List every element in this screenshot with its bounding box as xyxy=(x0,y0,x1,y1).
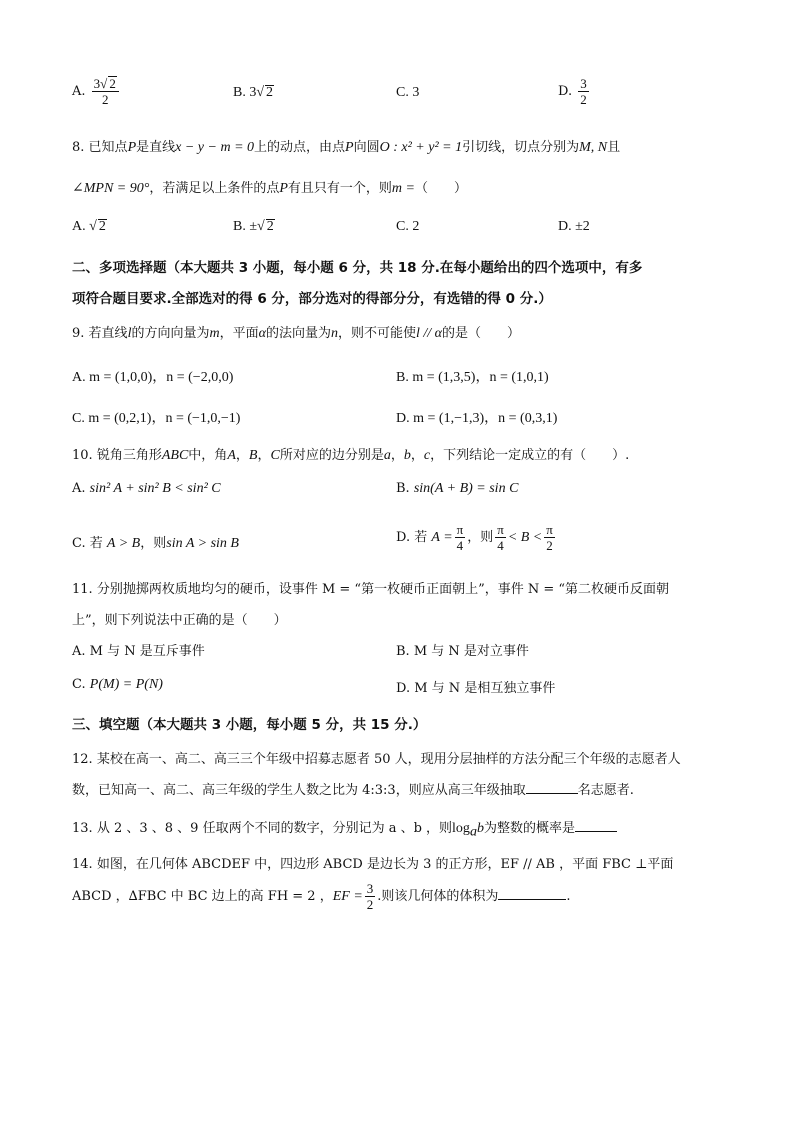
option-letter: D. xyxy=(396,411,410,426)
text: 向圆 xyxy=(353,140,380,155)
text: 数，已知高一、高二、高三年级的学生人数之比为 4:3:3，则应从高三年级抽取 xyxy=(72,783,526,798)
option-value: 3 xyxy=(412,85,420,100)
q10-option-a xyxy=(72,481,221,497)
condition: A > B xyxy=(106,536,141,551)
q7-option-d xyxy=(558,76,591,107)
question-number: 13. xyxy=(72,821,93,836)
q11-stem-line2: 上”，则下列说法中正确的是（ ） xyxy=(72,613,287,628)
text: ，则 xyxy=(140,536,167,551)
option-letter: A. xyxy=(72,84,86,99)
option-letter: C. xyxy=(72,411,85,426)
lhs: A = xyxy=(431,530,453,545)
text: 某校在高一、高二、高三三个年级中招募志愿者 50 人，现用分层抽样的方法分配三个年级的志愿者人 xyxy=(96,752,681,767)
option-letter: C. xyxy=(72,536,86,551)
fraction xyxy=(578,76,589,107)
text: 的方向向量为 xyxy=(131,326,210,341)
numerator: π xyxy=(546,522,553,537)
text: 引切线，切点分别为 xyxy=(462,140,580,155)
option-letter: D. xyxy=(558,84,573,99)
q9-stem xyxy=(72,322,724,342)
numerator: π xyxy=(456,522,464,537)
text: 有且只有一个，则 xyxy=(287,181,392,196)
result: sin A > sin B xyxy=(166,536,239,551)
text: 从 2 、3 、8 、9 任取两个不同的数字，分别记为 a 、b ，则 xyxy=(96,821,453,836)
line-l: l xyxy=(127,326,132,341)
parallel-relation: l // α xyxy=(416,326,443,341)
option-letter: C. xyxy=(396,85,409,100)
line-equation: x − y − m = 0 xyxy=(175,140,255,155)
text: 锐角三角形 xyxy=(96,448,162,463)
answer-blank[interactable] xyxy=(575,819,617,832)
q8-option-a xyxy=(72,219,107,235)
triangle-abc: ABC xyxy=(161,448,189,463)
option-expression: sin(A + B) = sin C xyxy=(413,481,519,496)
radicand: 2 xyxy=(109,76,116,91)
log-argument: b xyxy=(476,821,484,836)
question-number: 11. xyxy=(72,582,93,597)
vector-m: m xyxy=(209,326,220,341)
text: 上的动点，由点 xyxy=(254,140,346,155)
side-a: a xyxy=(383,448,391,463)
comma: ， xyxy=(257,448,271,463)
q10-option-c xyxy=(72,532,239,552)
denominator: 4 xyxy=(497,538,504,553)
question-number: 12. xyxy=(72,752,93,767)
m-equals: m = xyxy=(391,181,415,196)
q11-option-a xyxy=(72,640,205,659)
question-number: 10. xyxy=(72,448,93,463)
option-letter: D. xyxy=(396,681,411,696)
section2-heading-line2: 项符合题目要求.全部选对的得 6 分，部分选对的得部分分，有选错的得 0 分.） xyxy=(72,291,552,307)
text: 名志愿者. xyxy=(577,783,634,798)
text: 若 xyxy=(414,530,428,545)
denominator: 2 xyxy=(546,538,553,553)
option-letter: A. xyxy=(72,644,86,659)
q7-option-b xyxy=(233,85,274,101)
side-c: c xyxy=(423,448,431,463)
inequality: < B < xyxy=(507,530,543,545)
q9-option-b: B. m = (1,3,5)，n = (1,0,1) xyxy=(396,370,549,385)
text: 为整数的概率是 xyxy=(483,821,575,836)
q11-option-d xyxy=(396,677,555,696)
sqrt-icon: √ xyxy=(256,85,265,100)
log-function: log xyxy=(452,821,470,836)
q13-stem xyxy=(72,817,724,841)
q14-stem-line2 xyxy=(72,881,724,912)
fraction xyxy=(92,76,119,107)
text: 已知点 xyxy=(88,140,128,155)
log-base: a xyxy=(469,824,477,840)
side-b: b xyxy=(403,448,411,463)
q10-stem xyxy=(72,444,724,464)
comma: ， xyxy=(410,448,424,463)
answer-bracket: （ ） xyxy=(414,181,467,196)
denominator: 2 xyxy=(101,92,109,107)
option-letter: D. xyxy=(558,219,572,234)
q9-option-d: D. m = (1,−1,3)，n = (0,3,1) xyxy=(396,411,558,426)
sqrt-icon: √ xyxy=(89,219,97,234)
q8-option-b xyxy=(233,219,275,235)
fraction-pi-4 xyxy=(455,522,466,553)
vector-n-value: n = (1,0,1) xyxy=(489,370,549,385)
denominator: 4 xyxy=(456,538,464,553)
plus-minus: ± xyxy=(249,219,258,234)
q10-option-d xyxy=(396,522,557,553)
text: 是直线 xyxy=(136,140,176,155)
q7-option-a xyxy=(72,76,121,107)
option-value: 2 xyxy=(412,219,420,234)
text: ，平面 xyxy=(219,326,259,341)
vector-m-value: m = (1,0,0) xyxy=(89,370,153,385)
vector-m-value: m = (1,−1,3) xyxy=(413,411,485,426)
vector-m-value: m = (1,3,5) xyxy=(412,370,476,385)
answer-blank[interactable] xyxy=(526,781,578,794)
sqrt-icon: √ xyxy=(257,219,265,234)
text: ，则不可能使 xyxy=(337,326,416,341)
question-number: 8. xyxy=(72,140,85,155)
text: ，下列结论一定成立的有（ ）. xyxy=(430,448,630,463)
section2-heading-line1: 二、多项选择题（本大题共 3 小题，每小题 6 分，共 18 分.在每小题给出的四个选项中，有多 xyxy=(72,260,643,276)
text: ABCD ，∆FBC 中 BC 边上的高 FH = 2 ， xyxy=(72,889,333,904)
denominator: 2 xyxy=(580,92,587,107)
vector-n-value: n = (−2,0,0) xyxy=(166,370,234,385)
angle-a: A xyxy=(227,448,236,463)
option-text: M 与 N 是互斥事件 xyxy=(89,644,205,659)
option-letter: C. xyxy=(72,677,86,692)
angle-condition: ∠MPN = 90° xyxy=(72,181,150,196)
text: 分别抛掷两枚质地均匀的硬币，设事件 M = “第一枚硬币正面朝上”，事件 N = “第二枚硬币反面朝 xyxy=(96,582,670,597)
q8-option-c xyxy=(396,219,419,235)
circle-equation: O : x² + y² = 1 xyxy=(379,140,463,155)
radicand: 2 xyxy=(266,85,274,100)
option-value: ±2 xyxy=(575,219,590,234)
sqrt-icon: √ xyxy=(100,76,108,91)
text: 如图，在几何体 ABCDEF 中，四边形 ABCD 是边长为 3 的正方形，EF // AB ，平面 FBC ⊥平面 xyxy=(96,857,674,872)
option-letter: D. xyxy=(396,530,411,545)
option-letter: B. xyxy=(396,370,409,385)
question-number: 14. xyxy=(72,857,93,872)
text: 若 xyxy=(89,536,103,551)
q11-stem-line1 xyxy=(72,578,724,597)
option-letter: B. xyxy=(233,85,246,100)
option-letter: A. xyxy=(72,481,86,496)
radicand: 2 xyxy=(98,219,106,234)
q12-stem-line1 xyxy=(72,748,724,767)
text: 所对应的边分别是 xyxy=(279,448,384,463)
option-expression: sin² A + sin² B < sin² C xyxy=(89,481,221,496)
period: . xyxy=(566,889,571,904)
point-p: P xyxy=(279,181,288,196)
option-text: M 与 N 是对立事件 xyxy=(413,644,529,659)
vector-n: n xyxy=(330,326,338,341)
option-letter: C. xyxy=(396,219,409,234)
vector-n-value: n = (−1,0,−1) xyxy=(165,411,241,426)
q12-stem-line2 xyxy=(72,779,724,798)
q8-stem-line1 xyxy=(72,136,724,156)
section3-heading: 三、填空题（本大题共 3 小题，每小题 5 分，共 15 分.） xyxy=(72,717,427,733)
q14-stem-line1 xyxy=(72,853,724,872)
answer-blank[interactable] xyxy=(498,887,566,900)
fraction-pi-4 xyxy=(495,522,506,553)
option-letter: B. xyxy=(396,644,410,659)
q11-option-b xyxy=(396,640,529,659)
text: 且 xyxy=(607,140,621,155)
plane-alpha: α xyxy=(258,326,266,341)
q10-option-b xyxy=(396,481,518,497)
angle-c: C xyxy=(270,448,280,463)
fraction-pi-2 xyxy=(544,522,555,553)
text: 若直线 xyxy=(88,326,128,341)
text: ，则 xyxy=(467,530,494,545)
text: 的是（ ） xyxy=(442,326,521,341)
comma: ， xyxy=(390,448,404,463)
q11-option-c xyxy=(72,677,163,693)
ef-equals: EF = xyxy=(332,889,363,904)
numerator: π xyxy=(497,522,504,537)
text: .则该几何体的体积为 xyxy=(377,889,499,904)
q9-option-a: A. m = (1,0,0)，n = (−2,0,0) xyxy=(72,370,234,385)
numerator: 3 xyxy=(366,881,374,896)
text: ，若满足以上条件的点 xyxy=(149,181,280,196)
numerator: 3 xyxy=(93,76,101,91)
q7-option-c xyxy=(396,85,419,101)
question-number: 9. xyxy=(72,326,85,341)
option-text: M 与 N 是相互独立事件 xyxy=(414,681,556,696)
q8-option-d xyxy=(558,219,590,235)
radicand: 2 xyxy=(266,219,274,234)
comma: ， xyxy=(235,448,249,463)
point-p: P xyxy=(345,140,354,155)
coefficient: 3 xyxy=(249,85,257,100)
vector-n-value: n = (0,3,1) xyxy=(498,411,558,426)
q8-stem-line2 xyxy=(72,177,724,197)
option-letter: B. xyxy=(233,219,246,234)
fraction-3-2 xyxy=(365,881,376,912)
numerator: 3 xyxy=(580,76,587,91)
vector-m-value: m = (0,2,1) xyxy=(88,411,152,426)
point-p: P xyxy=(127,140,137,155)
denominator: 2 xyxy=(366,897,374,912)
text: 中，角 xyxy=(188,448,228,463)
option-text: P(M) = P(N) xyxy=(89,677,163,692)
option-letter: A. xyxy=(72,370,86,385)
q9-option-c: C. m = (0,2,1)，n = (−1,0,−1) xyxy=(72,411,241,426)
tangent-points: M, N xyxy=(579,140,608,155)
option-letter: B. xyxy=(396,481,410,496)
text: 的法向量为 xyxy=(265,326,331,341)
option-letter: A. xyxy=(72,219,86,234)
angle-b: B xyxy=(248,448,258,463)
